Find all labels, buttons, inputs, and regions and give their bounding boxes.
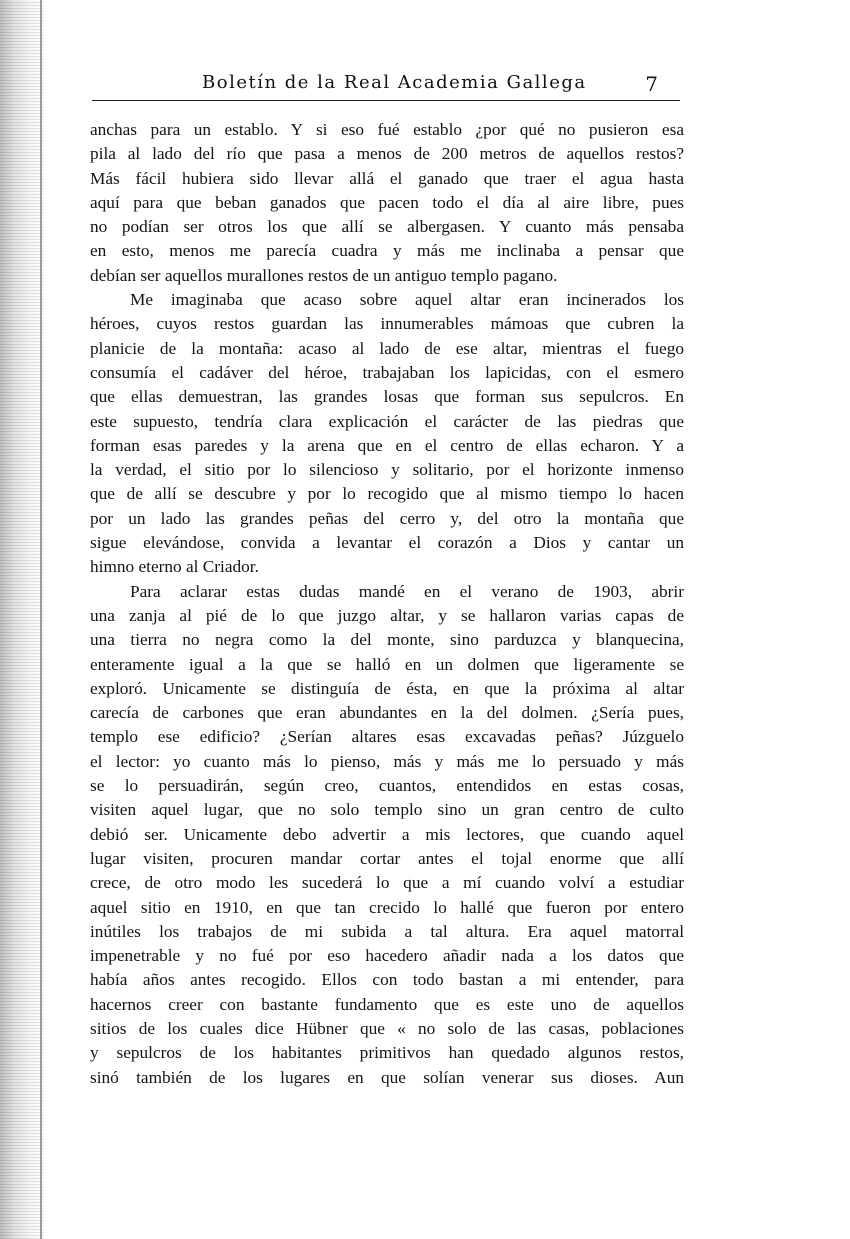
text-line: sinó también de los lugares en que solían venerar sus dioses. Aun	[90, 1067, 684, 1087]
text-line: una tierra no negra como la del monte, sino parduzca y blanquecina,	[90, 630, 684, 650]
scanned-page-edge	[0, 0, 44, 1239]
text-line: debió ser. Unicamente debo advertir a mis lectores, que cuando aquel	[90, 824, 684, 844]
text-line: aquí para que beban ganados que pacen todo el día al aire libre, pues	[90, 192, 684, 212]
page-header	[92, 70, 680, 101]
text-line: que ellas demuestran, las grandes losas que forman sus sepulcros. En	[90, 387, 684, 407]
text-line: pila al lado del río que pasa a menos de 200 metros de aquellos restos?	[90, 144, 684, 164]
text-line: no podían ser otros los que allí se albergasen. Y cuanto más pensaba	[90, 217, 684, 237]
body-text	[90, 118, 684, 1090]
text-line: crece, de otro modo les sucederá lo que a mí cuando volví a estudiar	[90, 873, 684, 893]
text-line: este supuesto, tendría clara explicación el carácter de las piedras que	[90, 411, 684, 431]
text-line: debían ser aquellos murallones restos de un antiguo templo pagano.	[90, 265, 558, 285]
text-line: carecía de carbones que eran abundantes en la del dolmen. ¿Sería pues,	[90, 703, 684, 723]
text-line: templo ese edificio? ¿Serían altares esas excavadas peñas? Júzguelo	[90, 727, 684, 747]
text-line: himno eterno al Criador.	[90, 557, 259, 577]
text-line: Para aclarar estas dudas mandé en el verano de 1903, abrir	[130, 581, 684, 601]
text-line: consumía el cadáver del héroe, trabajaban los lapicidas, con el esmero	[90, 362, 684, 382]
text-line: por un lado las grandes peñas del cerro y, del otro la montaña que	[90, 508, 684, 528]
text-line: visiten aquel lugar, que no solo templo sino un gran centro de culto	[90, 800, 684, 820]
text-line: había años antes recogido. Ellos con todo bastan a mi entender, para	[90, 970, 684, 990]
text-line: que de allí se descubre y por lo recogido que al mismo tiempo lo hacen	[90, 484, 684, 504]
text-line: y sepulcros de los habitantes primitivos han quedado algunos restos,	[90, 1043, 684, 1063]
text-line: forman esas paredes y la arena que en el centro de ellas echaron. Y a	[90, 435, 684, 455]
text-line: héroes, cuyos restos guardan las innumerables mámoas que cubren la	[90, 314, 684, 334]
text-line: la verdad, el sitio por lo silencioso y solitario, por el horizonte inmenso	[90, 460, 684, 480]
text-line: Más fácil hubiera sido llevar allá el ganado que traer el agua hasta	[90, 168, 684, 188]
text-line: se lo persuadirán, según creo, cuantos, entendidos en estas cosas,	[90, 776, 684, 796]
text-line: aquel sitio en 1910, en que tan crecido lo hallé que fueron por entero	[90, 897, 684, 917]
text-line: inútiles los trabajos de mi subida a tal altura. Era aquel matorral	[90, 921, 684, 941]
text-line: impenetrable y no fué por eso hacedero añadir nada a los datos que	[90, 946, 684, 966]
text-line: sitios de los cuales dice Hübner que « no solo de las casas, poblaciones	[90, 1018, 684, 1038]
text-line: Me imaginaba que acaso sobre aquel altar eran incinerados los	[130, 290, 684, 310]
text-line: exploró. Unicamente se distinguía de ésta, en que la próxima al altar	[90, 678, 684, 698]
text-line: enteramente igual a la que se halló en un dolmen que ligeramente se	[90, 654, 684, 674]
text-line: lugar visiten, procuren mandar cortar antes el tojal enorme que allí	[90, 848, 684, 868]
text-line: el lector: yo cuanto más lo pienso, más y más me lo persuado y más	[90, 751, 684, 771]
text-line: en esto, menos me parecía cuadra y más me inclinaba a pensar que	[90, 241, 684, 261]
page-number: 7	[645, 72, 658, 96]
text-line: sigue elevándose, convida a levantar el corazón a Dios y cantar un	[90, 533, 684, 553]
text-line: una zanja al pié de lo que juzgo altar, y se hallaron varias capas de	[90, 605, 684, 625]
running-title: Boletín de la Real Academia Gallega	[202, 72, 587, 93]
text-line: anchas para un establo. Y si eso fué establo ¿por qué no pusieron esa	[90, 120, 684, 139]
text-line: planicie de la montaña: acaso al lado de ese altar, mientras el fuego	[90, 338, 684, 358]
text-line: hacernos creer con bastante fundamento que es este uno de aquellos	[90, 994, 684, 1014]
